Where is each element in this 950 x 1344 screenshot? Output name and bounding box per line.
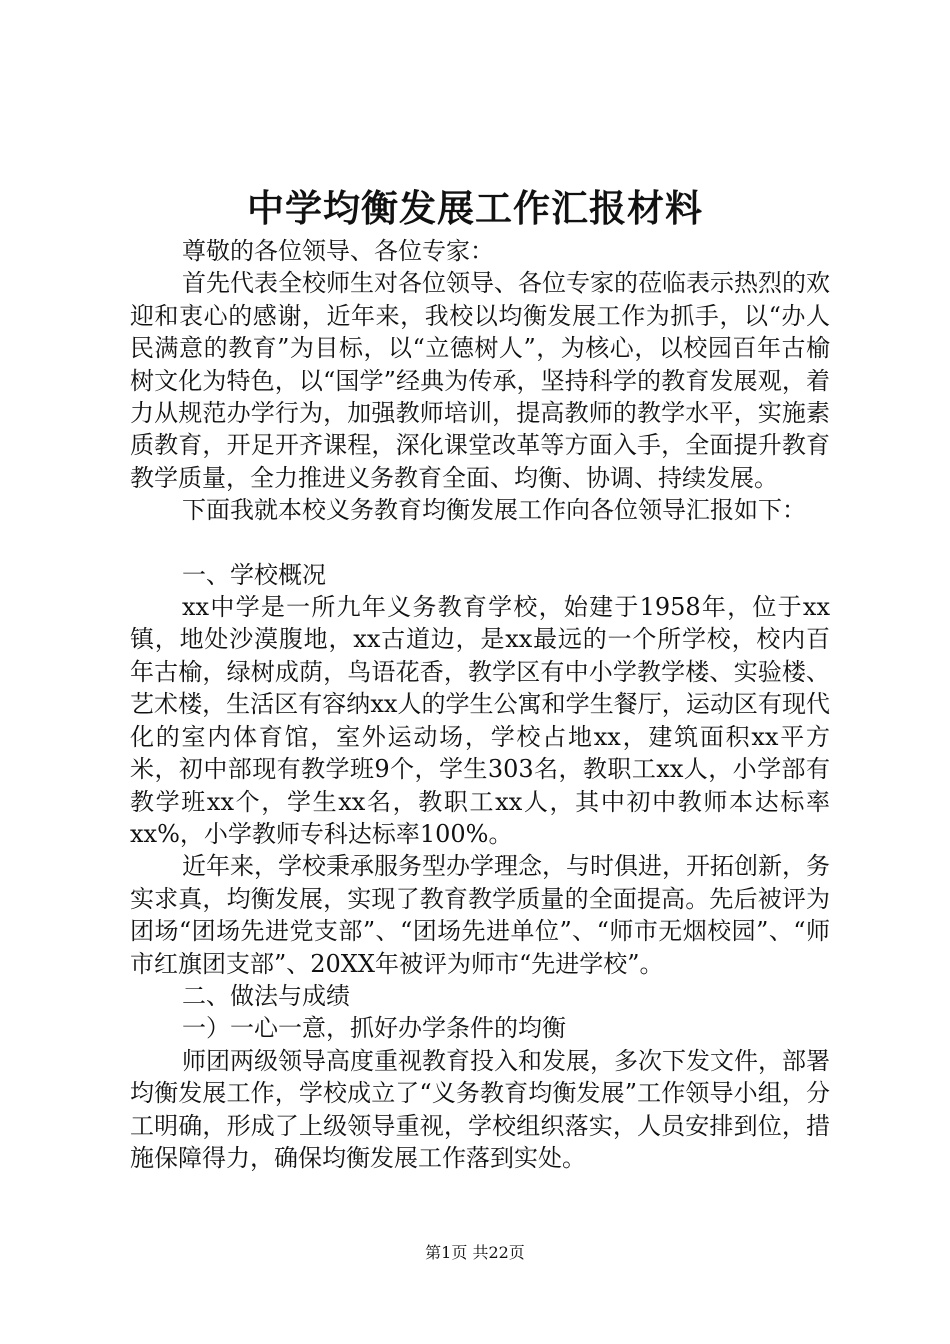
report-lead-paragraph: 下面我就本校义务教育均衡发展工作向各位领导汇报如下： [182,496,806,525]
document-title: 中学均衡发展工作汇报材料 [247,186,703,230]
intro-paragraph: 首先代表全校师生对各位领导、各位专家的莅临表示热烈的欢迎和衷心的感谢，近年来，我校以均衡发展工作为抓手，以“办人民满意的教育”为目标，以“立德树人”，为核心，以校园百年古榆树文化为特色，以“国学”经典为传承，坚持科学的教育发展观，着力从规范办学行为，加强教师培训，提高教师的教学水平，实施素质教育，开足开齐课程，深化课堂改革等方面入手，全面提升教育教学质量，全力推进义务教育全面、均衡、协调、持续发展。 [130,269,830,492]
page-number-footer: 第1页 共22页 [425,1243,525,1262]
subsection-heading-conditions: 一）一心一意，抓好办学条件的均衡 [182,1014,566,1043]
leadership-paragraph: 师团两级领导高度重视教育投入和发展，多次下发文件，部署均衡发展工作，学校成立了“义务教育均衡发展”工作领导小组，分工明确，形成了上级领导重视，学校组织落实，人员安排到位，措施保障得力，确保均衡发展工作落到实处。 [130,1046,830,1172]
document-body [130,235,830,1174]
salutation: 尊敬的各位领导、各位专家： [182,237,494,265]
achievements-paragraph: 近年来，学校秉承服务型办学理念，与时俱进，开拓创新，务实求真，均衡发展，实现了教育教学质量的全面提高。先后被评为团场“团场先进党支部”、“团场先进单位”、“师市无烟校园”、“师市红旗团支部”、20XX年被评为师市“先进学校”。 [130,852,830,978]
section-heading-school-overview: 一、学校概况 [182,560,326,589]
section-heading-methods: 二、做法与成绩 [182,981,350,1010]
school-overview-paragraph: xx中学是一所九年义务教育学校，始建于1958年，位于xx镇，地处沙漠腹地，xx古道边，是xx最远的一个所学校，校内百年古榆，绿树成荫，鸟语花香，教学区有中小学教学楼、实验楼、艺术楼，生活区有容纳xx人的学生公寓和学生餐厅，运动区有现代化的室内体育馆，室外运动场，学校占地xx，建筑面积xx平方米，初中部现有教学班9个，学生303名，教职工xx人，小学部有教学班xx个，学生xx名，教职工xx人，其中初中教师本达标率xx%，小学教师专科达标率100%。 [130,593,830,848]
